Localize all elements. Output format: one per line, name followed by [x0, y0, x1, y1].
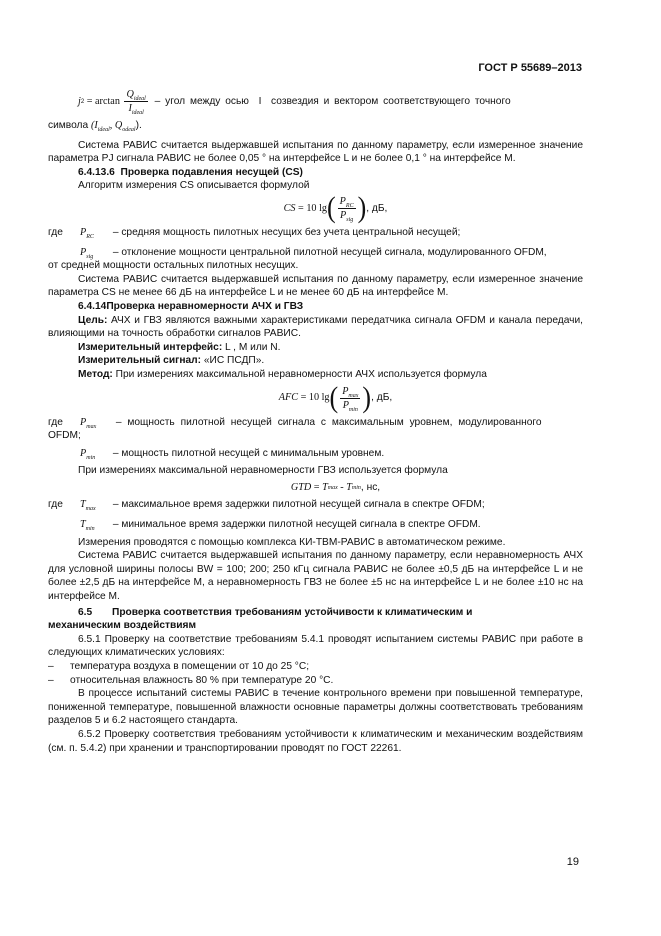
- where-cs-sym-2: $P_{sig}$: [80, 246, 94, 260]
- eq-afc-fraction: [340, 385, 360, 412]
- paragraph-6-5-2: 6.5.2 Проверку соответствия требованиям устойчивости к климатическим и механическим воздействиям (см. п. 5.4.2) при хранении и транспортировании проводят по ГОСТ 22261.: [48, 728, 583, 754]
- eq-gtd-unit: , нс,: [360, 481, 381, 493]
- eq-cs-rparen: ): [357, 191, 367, 225]
- where-gtd-text-1: – максимальное время задержки пилотной несущей сигнала в спектре OFDM;: [110, 499, 485, 511]
- where-label: где: [48, 416, 63, 428]
- goal-paragraph: [48, 314, 583, 341]
- interface-label: Измерительный интерфейс:: [78, 341, 223, 353]
- eq-gtd-minus: -: [337, 481, 347, 493]
- eq-cs-unit: , дБ,: [366, 202, 388, 214]
- where-label: где: [48, 226, 63, 238]
- where-afc-sym-1: $P_{max}$: [80, 416, 97, 430]
- eq-j2-fraction: [124, 88, 147, 115]
- where-afc-continuation: OFDM;: [48, 430, 81, 442]
- measure-text: Измерения проводятся с помощью комплекса КИ-ТВМ-РАВИС в автоматическом режиме.: [78, 536, 506, 548]
- where-cs-row-2: [48, 246, 583, 260]
- eq-cs-num: P: [339, 195, 346, 207]
- eq-gtd-eq: =: [311, 481, 323, 493]
- where-gtd-row-2: [48, 518, 583, 532]
- symbol-line-sub2: odeal: [122, 127, 136, 133]
- signal-label: Измерительный сигнал:: [78, 355, 202, 367]
- eq-gtd-lhs: GTD: [290, 481, 312, 493]
- paragraph-afc-gtd: Система РАВИС считается выдержавшей испытания по данному параметру, если неравномерность АЧХ для условной ширины полосы BW = 100; 200; 250 кГц сигнала РАВИС не более ±0,5 дБ на интерфейсе L и не более ±2,5 дБ на интерфейсе M, а неравномерность ГВЗ не более ±5 нс на интерфейсе L и не более ±10 нс на интерфейсе M.: [48, 550, 583, 603]
- eq-afc-num-sub: max: [348, 392, 359, 399]
- eq-cs-den-sub: sig: [346, 216, 354, 223]
- eq-afc-num: P: [342, 385, 349, 397]
- method-label: Метод:: [78, 368, 113, 380]
- eq-cs-fraction: [338, 195, 356, 222]
- goal-text: АЧХ и ГВЗ являются важными характеристиками передатчика сигнала OFDM и канала передачи, влияющими на точность обработки сигналов РАВИС.: [48, 314, 583, 340]
- list-item: [48, 660, 583, 674]
- where-afc-text-1: – мощность пилотной несущей сигнала с максимальным уровнем, модулированного: [110, 416, 542, 428]
- gtd-intro: При измерениях максимальной неравномерности ГВЗ используется формула: [78, 465, 448, 477]
- list-item: [48, 674, 583, 688]
- eq-cs-lhs: CS: [283, 202, 296, 214]
- section-6-5-title: Проверка соответствия требованиям устойчивости к климатическим и: [112, 606, 473, 618]
- where-cs-row-1: [48, 226, 583, 240]
- eq-j2-lhs: j: [78, 95, 81, 107]
- eq-gtd-t2: T: [346, 481, 352, 493]
- eq-j2-num: Q: [126, 89, 134, 100]
- eq-cs-operator: = 10 lg: [295, 202, 327, 214]
- list-bullet: –: [48, 661, 54, 672]
- where-afc-text-2: – мощность пилотной несущей с минимальным уровнем.: [110, 447, 385, 459]
- eq-j2-den: I: [128, 103, 132, 114]
- paragraph-cs: Система РАВИС считается выдержавшей испытания по данному параметру, если измеренное значение параметра CS не менее 66 дБ на интерфейсе L и не менее 60 дБ на интерфейсе M.: [48, 273, 583, 299]
- symbol-line: [48, 119, 583, 133]
- where-label: где: [48, 499, 63, 511]
- where-afc-row-1: [48, 416, 583, 430]
- eq-cs-num-sub: RC: [345, 202, 354, 209]
- section-6-4-14-number: 6.4.14: [78, 300, 107, 312]
- eq-afc-lparen: (: [329, 380, 339, 415]
- list-bullet: –: [48, 674, 54, 686]
- section-6-4-13-6-number: 6.4.13.6: [78, 166, 115, 178]
- section-6-4-14-title: Проверка неравномерности АЧХ и ГВЗ: [106, 300, 304, 312]
- equation-gtd: GTD = T max - T min , нс,: [290, 481, 381, 493]
- list-item-text: относительная влажность 80 % при температуре 20 °С.: [70, 674, 334, 686]
- eq-afc-operator: = 10 lg: [298, 392, 330, 404]
- eq-cs-lparen: (: [327, 191, 336, 225]
- section-6-4-13-6-heading: [48, 166, 583, 180]
- where-cs-text-1: – средняя мощность пилотных несущих без учета центральной несущей;: [110, 226, 461, 238]
- eq-afc-den-sub: min: [348, 406, 358, 413]
- interface-text: L , M или N.: [222, 341, 281, 353]
- symbol-line-prefix: символа: [48, 120, 91, 131]
- where-cs-sym-1: $P_{RC}$: [80, 226, 94, 240]
- where-cs-continuation: от средней мощности остальных пилотных несущих.: [48, 260, 299, 272]
- section-6-4-13-6-title: Проверка подавления несущей (CS): [120, 166, 303, 178]
- eq-afc-den: P: [342, 399, 349, 411]
- eq-cs-den: P: [340, 209, 347, 221]
- where-afc-row-2: [48, 447, 583, 461]
- list-item-text: температура воздуха в помещении от 10 до 25 °С;: [70, 661, 310, 672]
- where-gtd-text-2: – минимальное время задержки пилотной несущей сигнала в спектре OFDM.: [110, 519, 481, 531]
- eq-j2-operator: = arctan: [84, 95, 123, 107]
- where-cs-text-2: – отклонение мощности центральной пилотной несущей сигнала, модулированного OFDM,: [110, 246, 547, 258]
- where-gtd-sym-2: $T_{min}$: [80, 519, 95, 533]
- equation-j2: j 2 = arctan $\frac{Q_{ideal}}{I_{ideal}}$ – угол между осью I созвездия и вектором соответствующего точного: [78, 89, 511, 116]
- method-text: При измерениях максимальной неравномерности АЧХ используется формула: [112, 368, 487, 380]
- eq-j2-den-sub: ideal: [131, 110, 144, 116]
- signal-paragraph: [48, 354, 583, 368]
- document-id: ГОСТ Р 55689–2013: [478, 62, 582, 74]
- symbol-line-sub1: ideal: [97, 127, 110, 133]
- equation-cs: [48, 191, 583, 225]
- signal-text: «ИС ПСДП».: [201, 355, 265, 367]
- document-body: [48, 88, 583, 755]
- section-6-5-title-cont: механическим воздействиям: [48, 620, 196, 632]
- section-6-5-heading: [48, 606, 583, 620]
- eq-j2-description: – угол между осью I созвездия и вектором соответствующего точного: [149, 95, 511, 107]
- cs-intro: Алгоритм измерения CS описывается формулой: [78, 180, 310, 192]
- where-afc-sym-2: $P_{min}$: [80, 447, 96, 461]
- equation-afc: [48, 380, 583, 415]
- symbol-line-suffix: ).: [135, 120, 142, 131]
- page-number: 19: [566, 856, 579, 868]
- section-6-5-number: 6.5: [78, 606, 93, 618]
- eq-j2-num-sub: ideal: [133, 96, 146, 102]
- method-paragraph: [48, 368, 583, 382]
- eq-gtd-t1: T: [322, 481, 328, 493]
- section-6-4-14-heading: [48, 300, 583, 314]
- where-gtd-sym-1: $T_{max}$: [80, 499, 96, 513]
- goal-label: Цель:: [78, 314, 108, 326]
- symbol-line-mid: , Q: [109, 120, 123, 131]
- eq-afc-lhs: AFC: [278, 392, 299, 404]
- interface-paragraph: [48, 341, 583, 355]
- eq-afc-rparen: ): [362, 380, 372, 415]
- eq-afc-unit: , дБ,: [371, 392, 393, 404]
- symbol-line-sym: (I: [90, 120, 98, 131]
- paragraph-6-5-1: 6.5.1 Проверку на соответствие требованиям 5.4.1 проводят испытанием системы РАВИС при работе в следующих климатических условиях:: [48, 633, 583, 659]
- where-gtd-row-1: [48, 498, 583, 512]
- paragraph-pj: Система РАВИС считается выдержавшей испытания по данному параметру, если измеренное значение параметра PJ сигнала РАВИС не более 0,05 ° на интерфейсе L и не более 0,1 ° на интерфейсе M.: [48, 139, 583, 165]
- paragraph-process: В процессе испытаний системы РАВИС в течение контрольного времени при повышенной температуре, пониженной температуре, повышенной влажности основные параметры должны соответствовать требованиям разделов 5 и 6.2 настоящего стандарта.: [48, 688, 583, 727]
